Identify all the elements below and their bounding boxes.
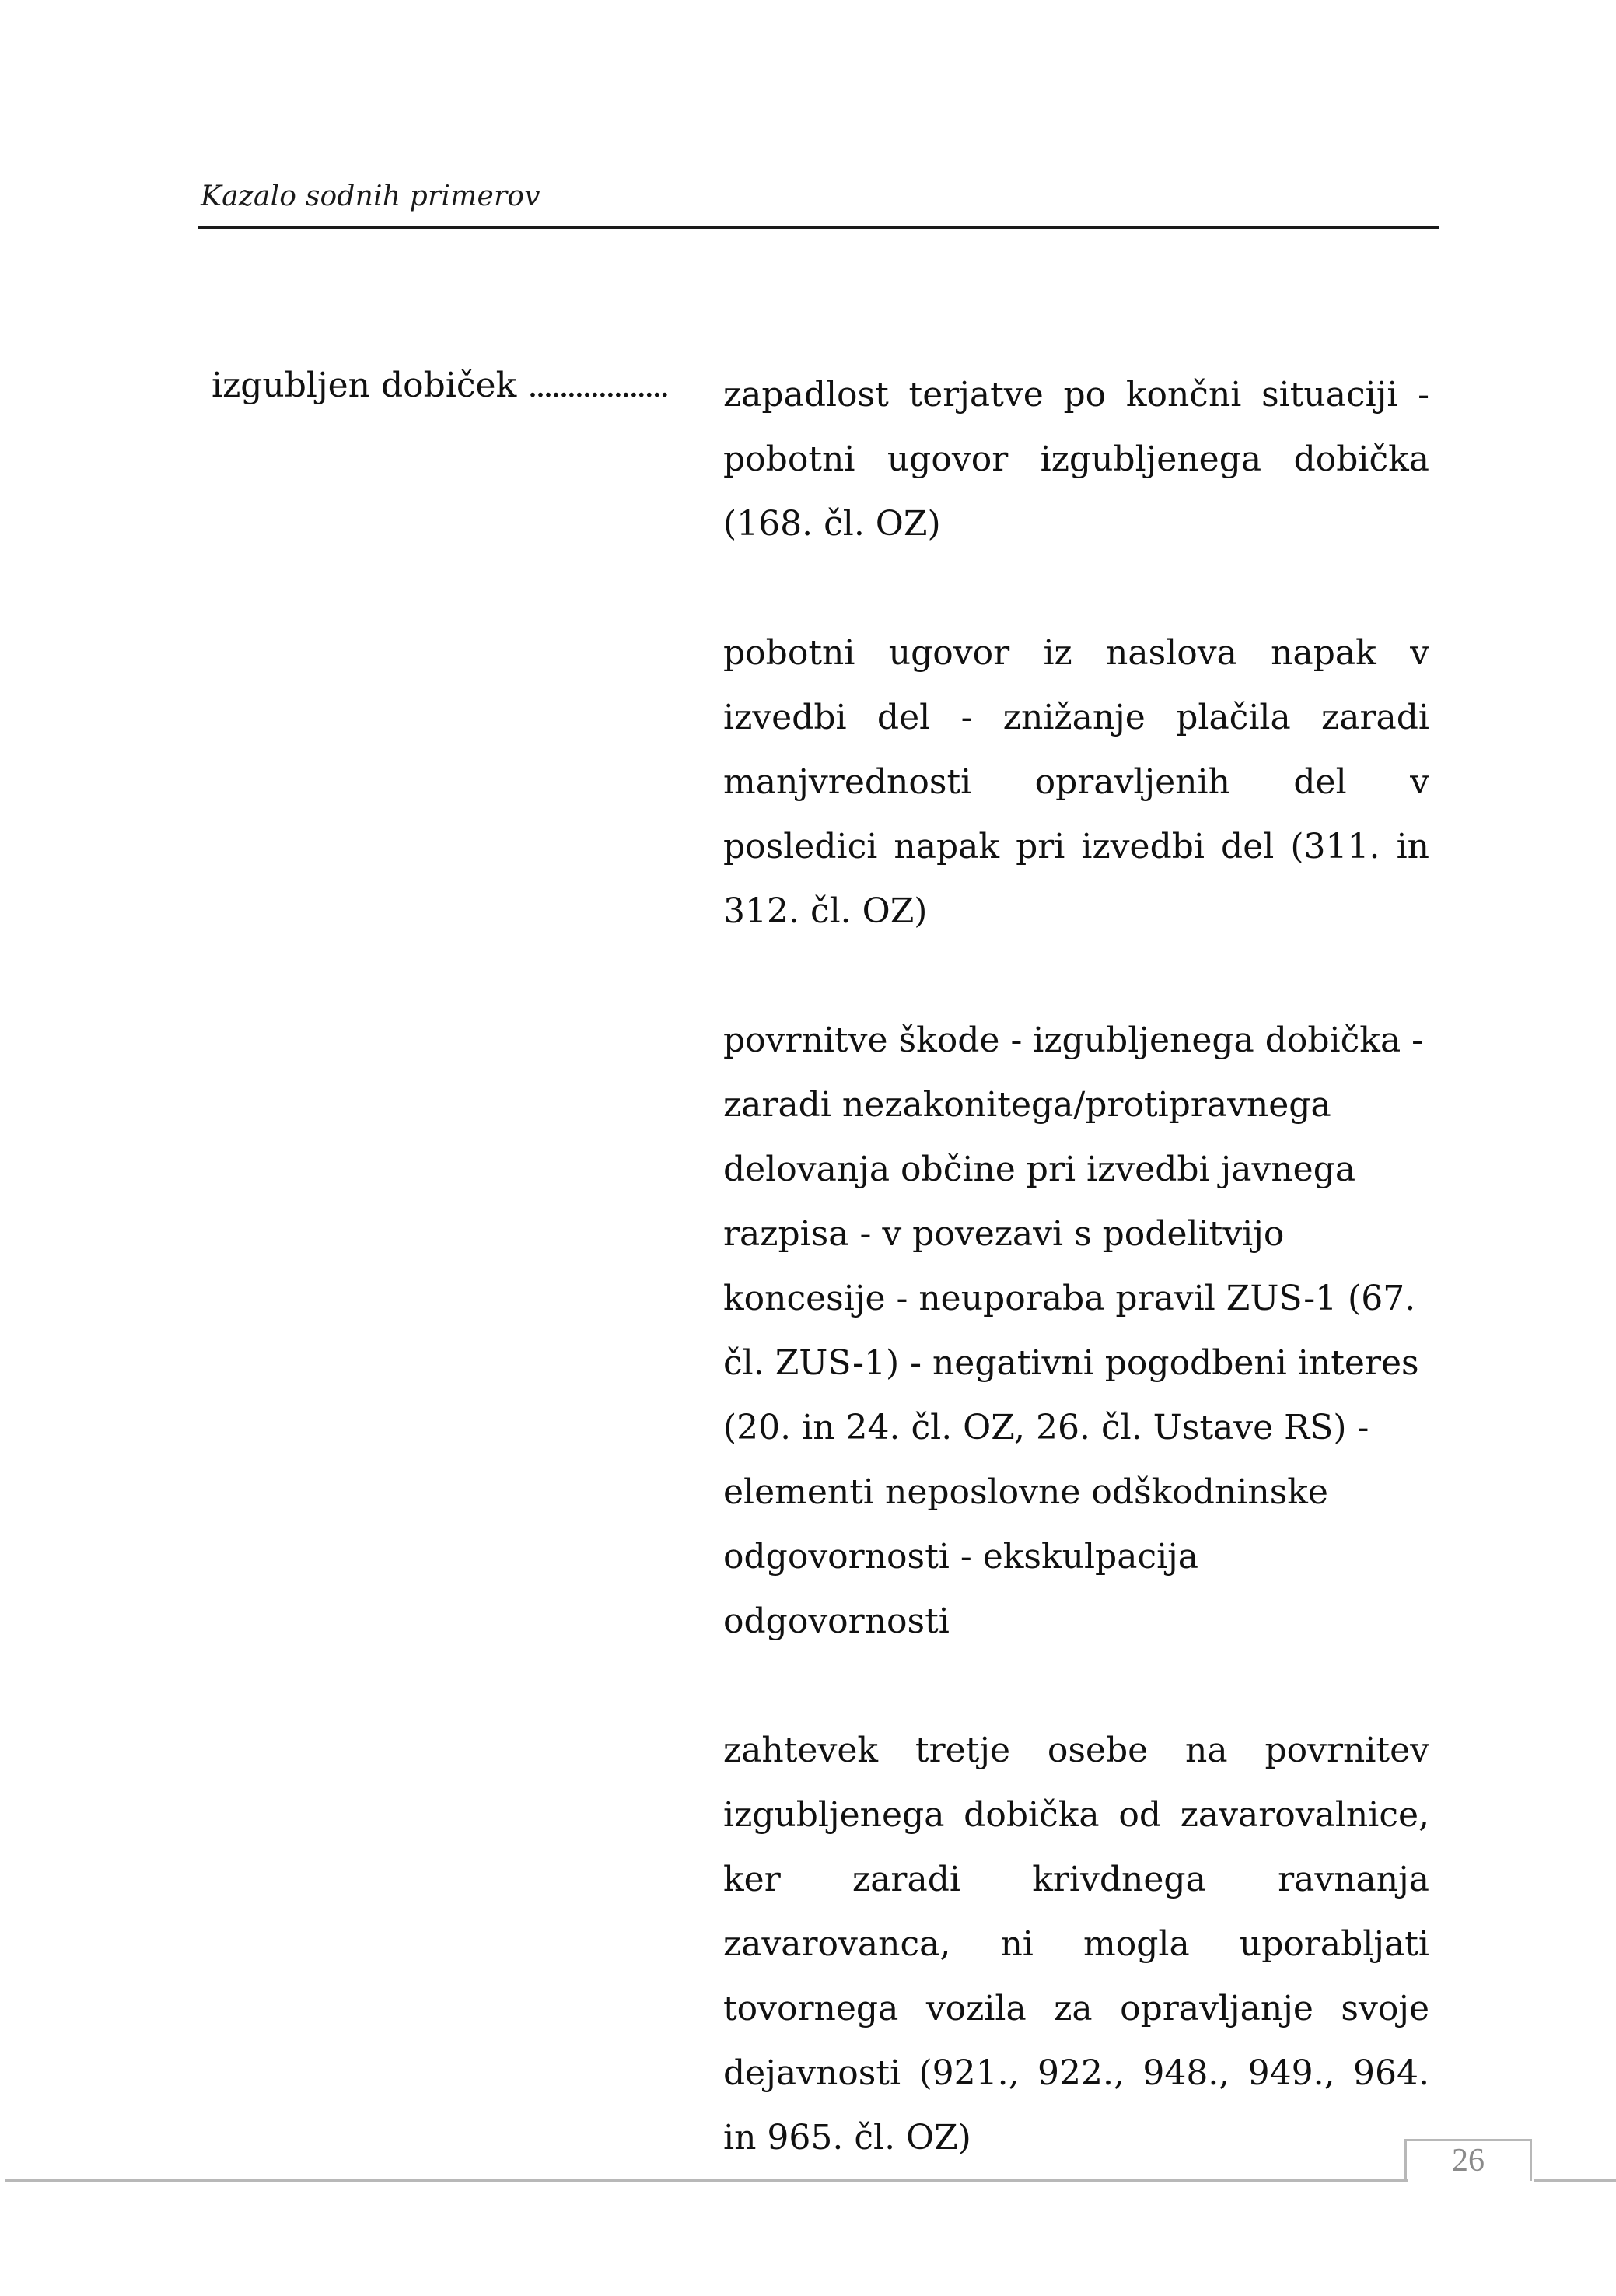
index-entry: zapadlost terjatve po končni situaciji - pobotni ugovor izgubljenega dobička (168. čl. OZ) — [723, 375, 1429, 544]
header-rule — [198, 226, 1439, 229]
running-header-title: Kazalo sodnih primerov — [201, 180, 540, 212]
leader-dots: .................. — [527, 366, 667, 405]
index-entry: povrnitve škode - izgubljenega dobička - zaradi nezakonitega/protipravnega delovanja občine pri izvedbi javnega razpisa - v povezavi s podelitvijo koncesije - neuporaba pravil ZUS-1 (67. čl. ZUS-1) - negativni pogodbeni interes (20. in 24. čl. OZ, 26. čl. Ustave RS) - elementi neposlovne odškodninske odgovornosti - ekskulpacija odgovornosti — [723, 1020, 1424, 1641]
index-entry: zahtevek tretje osebe na povrnitev izgubljenega dobička od zavarovalnice, ker zaradi krivdnega ravnanja zavarovanca, ni mogla uporabljati tovornega vozila za opravljanje svoje dejavnosti (921., 922., 948., 949., 964. in 965. čl. OZ) — [723, 1731, 1429, 2158]
index-term: izgubljen dobiček — [212, 366, 517, 405]
footer-rule-right — [1534, 2179, 1616, 2182]
index-entries — [723, 362, 1429, 2235]
index-entry: pobotni ugovor iz naslova napak v izvedbi del - znižanje plačila zaradi manjvrednosti opravljenih del v posledici napak pri izvedbi del (311. in 312. čl. OZ) — [723, 633, 1429, 931]
page-number: 26 — [1452, 2143, 1485, 2179]
footer-rule-left — [5, 2179, 1408, 2182]
